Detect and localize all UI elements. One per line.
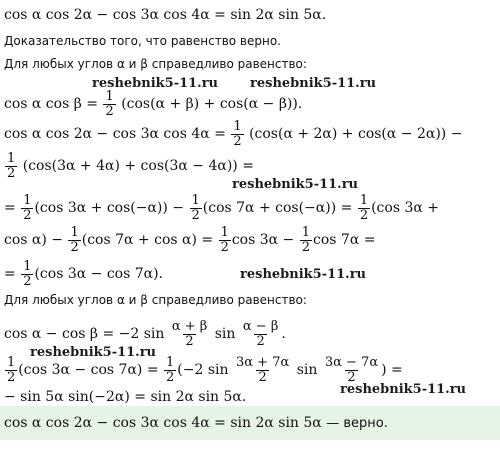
step-1-coef-b: $\frac{1}{2}$ xyxy=(7,151,16,181)
step-2-line-a: = $\frac{1}{2}$ (cos 3α + cos(−α)) − $\frac{1}{2}$ (cos 7α + cos(−α)) = $\frac{1}{2}$ (cos 3α + xyxy=(4,193,440,223)
task-equation: cos α cos 2α − cos 3α cos 4α = sin 2α sin 5α. xyxy=(4,7,327,23)
identity-intro-2: Для любых углов α и β справедливо равенство: xyxy=(4,293,307,307)
difference-to-product-identity: cos α − cos β = −2 sin $\frac{\alpha + \beta}{2}$ sin $\frac{\alpha - \beta}{2}$ . xyxy=(4,319,286,349)
result-banner xyxy=(0,406,500,440)
step-4: $\frac{1}{2}$ (cos 3α − cos 7α) = $\frac{1}{2}$ (−2 sin $\frac{3\alpha + 7\alpha}{2}$ sin $\frac{3\alpha - 7\alpha}{2}$ ) = xyxy=(7,355,403,385)
watermark-6: reshebnik5-11.ru xyxy=(340,382,467,397)
identity-1-rhs: (cos(α + β) + cos(α − β)). xyxy=(121,96,303,113)
identity-1-coefficient: $\frac{1}{2}$ xyxy=(105,89,114,119)
watermark-4: reshebnik5-11.ru xyxy=(240,267,367,282)
identity-intro-1: Для любых углов α и β справедливо равенство: xyxy=(4,57,307,71)
step-5: − sin 5α sin(−2α) = sin 2α sin 5α. xyxy=(4,389,247,405)
product-to-sum-identity xyxy=(4,90,302,118)
result-verdict: — верно. xyxy=(326,416,388,431)
result-equation: cos α cos 2α − cos 3α cos 4α = sin 2α sin 5α xyxy=(4,415,322,431)
step-1-coef-a: $\frac{1}{2}$ xyxy=(233,119,242,149)
proof-heading: Доказательство того, что равенство верно. xyxy=(4,34,281,48)
result-line xyxy=(4,415,388,431)
step-1-line-b: $\frac{1}{2}$ (cos(3α + 4α) + cos(3α − 4α)) = xyxy=(7,151,254,181)
watermark-5: reshebnik5-11.ru xyxy=(30,345,157,360)
watermark-3: reshebnik5-11.ru xyxy=(232,177,359,192)
step-3: = $\frac{1}{2}$ (cos 3α − cos 7α). xyxy=(4,259,164,289)
watermark-1: reshebnik5-11.ru xyxy=(92,76,219,91)
identity-1-lhs: cos α cos β = xyxy=(4,96,98,113)
step-1-line-a: cos α cos 2α − cos 3α cos 4α = $\frac{1}{2}$ (cos(α + 2α) + cos(α − 2α)) − xyxy=(4,119,463,149)
step-2-line-b: cos α) − $\frac{1}{2}$ (cos 7α + cos α) = $\frac{1}{2}$ cos 3α − $\frac{1}{2}$ cos 7α = xyxy=(4,225,376,255)
watermark-2: reshebnik5-11.ru xyxy=(250,76,377,91)
